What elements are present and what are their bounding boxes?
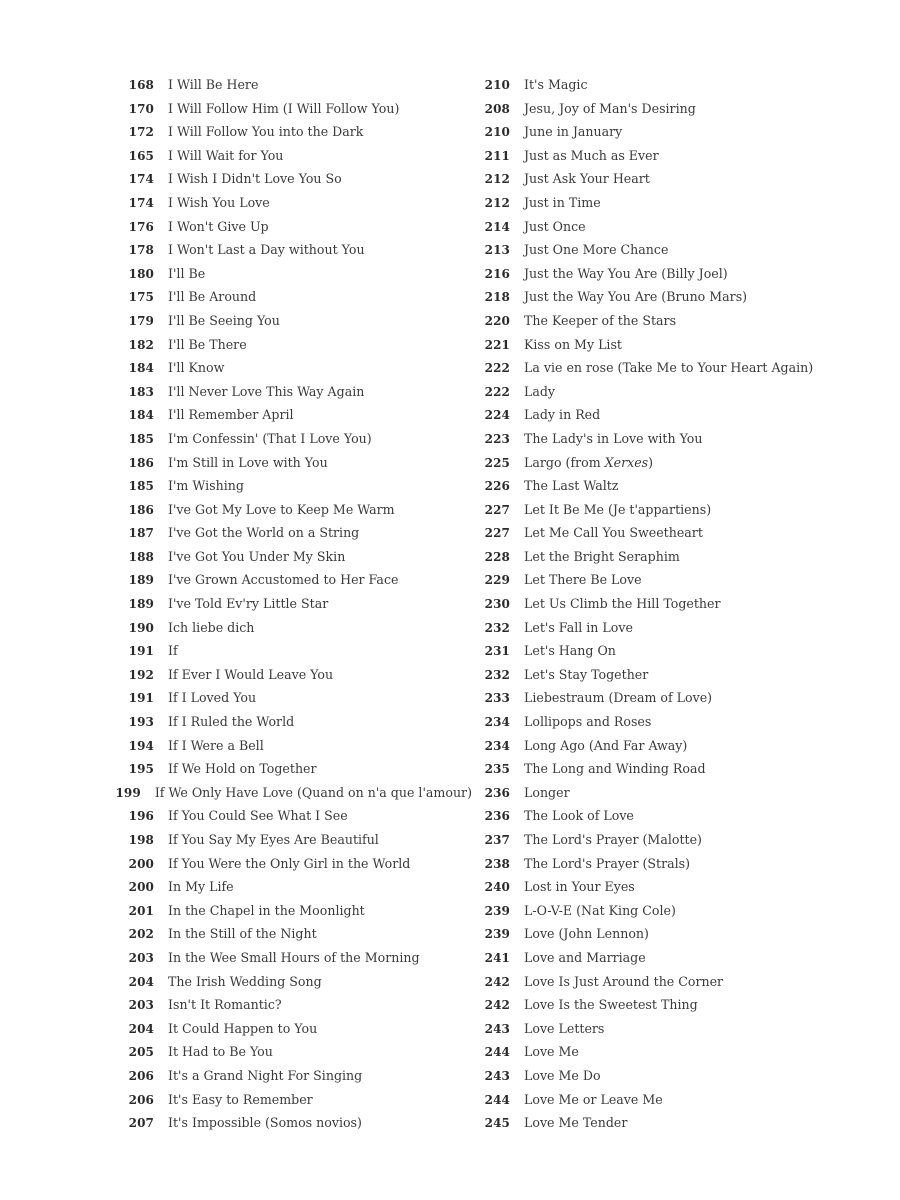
song-title: Love Me (524, 1044, 579, 1060)
song-title: Isn't It Romantic? (168, 997, 282, 1013)
song-title: I'm Wishing (168, 478, 244, 494)
page-number: 192 (128, 667, 154, 682)
page-number: 240 (484, 880, 510, 895)
index-entry (112, 1111, 472, 1135)
index-entry (468, 356, 868, 380)
index-entry (468, 734, 868, 758)
song-title: Love Is Just Around the Corner (524, 973, 724, 989)
song-title: The Look of Love (524, 808, 634, 824)
song-title: Let's Fall in Love (524, 619, 633, 635)
page-number: 227 (484, 502, 510, 517)
song-title: In My Life (168, 879, 234, 895)
page-number: 201 (128, 903, 154, 918)
song-title: In the Chapel in the Moonlight (168, 902, 365, 918)
page-number: 206 (128, 1068, 154, 1083)
song-title: Just the Way You Are (Bruno Mars) (524, 289, 748, 305)
song-title: Love Me Tender (524, 1115, 628, 1131)
song-title: I'll Know (168, 360, 225, 376)
page-number: 195 (128, 762, 154, 777)
index-entry (112, 73, 472, 97)
index-entry (112, 474, 472, 498)
index-entry (468, 380, 868, 404)
page-number: 243 (484, 1021, 510, 1036)
index-entry (468, 333, 868, 357)
index-entry (468, 1088, 868, 1112)
song-title: Just Once (524, 218, 586, 234)
index-entry (112, 663, 472, 687)
index-entry (112, 592, 472, 616)
song-title: It's Impossible (Somos novios) (168, 1115, 362, 1131)
song-title: The Last Waltz (524, 478, 619, 494)
page-number: 239 (484, 903, 510, 918)
song-title: I Will Follow You into the Dark (168, 124, 364, 140)
song-title: Let the Bright Seraphim (524, 548, 680, 564)
song-title: It's Easy to Remember (168, 1091, 313, 1107)
song-title: If I Were a Bell (168, 737, 264, 753)
page-number: 234 (484, 738, 510, 753)
song-title: I Won't Last a Day without You (168, 242, 365, 258)
song-title: I've Got the World on a String (168, 525, 360, 541)
song-title: If You Say My Eyes Are Beautiful (168, 832, 379, 847)
index-entry (112, 1088, 472, 1112)
page-number: 242 (484, 974, 510, 989)
index-entry (468, 451, 868, 475)
index-entry (468, 498, 868, 522)
song-title: Kiss on My List (524, 336, 622, 352)
song-title: Let Us Climb the Hill Together (524, 596, 721, 612)
song-title: If I Ruled the World (168, 714, 295, 730)
song-title: I've Got My Love to Keep Me Warm (168, 501, 395, 517)
page-number: 182 (128, 337, 154, 352)
song-title: If You Could See What I See (168, 808, 348, 824)
index-entry (112, 1017, 472, 1041)
index-entry (468, 1111, 868, 1135)
page-number: 183 (128, 384, 154, 399)
index-entry (112, 946, 472, 970)
song-title: Liebestraum (Dream of Love) (524, 690, 713, 706)
index-entry (468, 545, 868, 569)
page-number: 191 (128, 691, 154, 706)
index-entry (112, 191, 472, 215)
page-number: 210 (484, 125, 510, 140)
page-number: 244 (484, 1045, 510, 1060)
index-entry (112, 451, 472, 475)
page-number: 226 (484, 479, 510, 494)
song-title-suffix: ) (648, 454, 654, 470)
index-entry (112, 616, 472, 640)
page-number: 187 (128, 526, 154, 541)
song-title: Lady (524, 383, 556, 399)
song-title: I've Got You Under My Skin (168, 548, 346, 564)
song-title: I Will Be Here (168, 77, 259, 92)
song-title: I Will Wait for You (168, 147, 284, 163)
page-number: 190 (128, 620, 154, 635)
index-entry (468, 474, 868, 498)
song-title: I'll Never Love This Way Again (168, 383, 365, 399)
index-entry (112, 333, 472, 357)
song-title: Just as Much as Ever (524, 147, 659, 163)
page-number: 235 (484, 762, 510, 777)
index-entry (112, 970, 472, 994)
index-entry (112, 380, 472, 404)
song-title: Just in Time (524, 194, 601, 210)
page-number: 206 (128, 1092, 154, 1107)
index-entry (112, 686, 472, 710)
page-number: 170 (128, 101, 154, 116)
song-title: The Keeper of the Stars (524, 312, 677, 328)
page-number: 241 (484, 950, 510, 965)
index-entry (468, 262, 868, 286)
index-entry (112, 757, 472, 781)
song-title: Let's Hang On (524, 643, 616, 659)
page-number: 207 (128, 1116, 154, 1131)
page-number: 203 (128, 998, 154, 1013)
song-title: Longer (524, 784, 570, 800)
page-number: 225 (484, 455, 510, 470)
song-title: I'll Be Around (168, 289, 257, 305)
song-title: It Had to Be You (168, 1044, 273, 1060)
index-entry (112, 120, 472, 144)
song-title: Ich liebe dich (168, 619, 255, 635)
index-entry (468, 120, 868, 144)
index-entry (468, 238, 868, 262)
index-entry (112, 238, 472, 262)
page-number: 237 (484, 833, 510, 847)
page-number: 198 (128, 833, 154, 847)
song-title: Just One More Chance (524, 242, 669, 258)
song-title-text: Largo (from (524, 454, 605, 470)
page-number: 239 (484, 927, 510, 942)
index-entry (468, 922, 868, 946)
page-number: 174 (128, 195, 154, 210)
page-number: 199 (115, 785, 141, 800)
index-entry (468, 1017, 868, 1041)
index-entry (468, 403, 868, 427)
song-title: I Won't Give Up (168, 218, 269, 234)
index-entry (468, 946, 868, 970)
page-number: 233 (484, 691, 510, 706)
song-title: I'm Still in Love with You (168, 454, 328, 470)
page-number: 185 (128, 431, 154, 446)
song-title: Love (John Lennon) (524, 926, 649, 942)
page-number: 165 (128, 148, 154, 163)
index-entry (468, 1064, 868, 1088)
song-title: The Irish Wedding Song (168, 973, 322, 989)
song-title: Long Ago (And Far Away) (524, 737, 688, 753)
index-entry (468, 993, 868, 1017)
index-entry (468, 309, 868, 333)
song-title: I'll Be (168, 265, 206, 281)
index-entry (468, 710, 868, 734)
song-title: The Lady's in Love with You (524, 430, 703, 446)
index-entry (112, 710, 472, 734)
page-number: 234 (484, 715, 510, 730)
index-entry (112, 1040, 472, 1064)
index-entry (112, 828, 472, 852)
left-index-column (112, 73, 472, 1135)
index-entry (112, 167, 472, 191)
index-entry (112, 639, 472, 663)
song-title: Just the Way You Are (Billy Joel) (524, 265, 728, 281)
page-number: 221 (484, 337, 510, 352)
page-number: 200 (128, 856, 154, 871)
song-title: I'll Remember April (168, 407, 294, 423)
song-title: Love Me or Leave Me (524, 1091, 663, 1107)
index-entry (468, 191, 868, 215)
index-entry (468, 852, 868, 876)
song-title: Just Ask Your Heart (524, 171, 650, 187)
index-entry (112, 922, 472, 946)
song-title: Let There Be Love (524, 572, 642, 588)
page-number: 231 (484, 644, 510, 659)
index-entry (468, 167, 868, 191)
page-number: 227 (484, 526, 510, 541)
index-entry (468, 285, 868, 309)
song-title: I've Grown Accustomed to Her Face (168, 572, 399, 588)
song-title (524, 451, 653, 475)
index-entry (112, 262, 472, 286)
page-number: 245 (484, 1116, 510, 1131)
index-entry (468, 616, 868, 640)
song-title: Love Me Do (524, 1067, 601, 1083)
page-number: 172 (128, 125, 154, 140)
song-title: Lollipops and Roses (524, 714, 652, 730)
index-entry (112, 899, 472, 923)
index-entry (468, 781, 868, 805)
page-number: 216 (484, 266, 510, 281)
index-entry (112, 734, 472, 758)
page-number: 188 (128, 549, 154, 564)
index-entry (468, 828, 868, 852)
song-title: If Ever I Would Leave You (168, 666, 334, 682)
song-title: If We Hold on Together (168, 761, 317, 777)
page-number: 196 (128, 809, 154, 824)
index-entry (468, 427, 868, 451)
song-title: I'm Confessin' (That I Love You) (168, 430, 372, 446)
song-title: If We Only Have Love (Quand on n'a que l'amour) (154, 784, 472, 800)
page-number: 200 (128, 880, 154, 895)
song-title: I'll Be Seeing You (168, 312, 280, 328)
index-entry (112, 309, 472, 333)
page-number: 203 (128, 950, 154, 965)
page-number: 220 (484, 313, 510, 328)
index-entry (468, 592, 868, 616)
page-number: 186 (128, 455, 154, 470)
page-number: 236 (484, 785, 510, 800)
page-number: 229 (484, 573, 510, 588)
song-title: I Will Follow Him (I Will Follow You) (168, 100, 400, 116)
page-number: 176 (128, 219, 154, 234)
song-title: The Lord's Prayer (Strals) (524, 855, 691, 871)
song-title: Love Letters (524, 1020, 605, 1036)
index-entry (112, 285, 472, 309)
page-number: 230 (484, 597, 510, 612)
page-number: 168 (128, 78, 154, 92)
page-number: 191 (128, 644, 154, 659)
page-number: 242 (484, 998, 510, 1013)
index-entry (468, 804, 868, 828)
index-entry (468, 875, 868, 899)
index-entry (112, 215, 472, 239)
song-title: The Long and Winding Road (524, 761, 706, 777)
song-title: It's Magic (524, 77, 588, 92)
index-entry (468, 144, 868, 168)
song-title: Let Me Call You Sweetheart (524, 525, 703, 541)
index-entry (112, 781, 472, 805)
index-entry (468, 97, 868, 121)
page-number: 223 (484, 431, 510, 446)
index-entry (468, 639, 868, 663)
page-number: 213 (484, 243, 510, 258)
index-entry (468, 663, 868, 687)
page-number: 186 (128, 502, 154, 517)
page-number: 184 (128, 361, 154, 376)
song-title: It Could Happen to You (168, 1020, 318, 1036)
index-entry (112, 568, 472, 592)
page-number: 180 (128, 266, 154, 281)
song-title: If (168, 643, 178, 659)
song-title: La vie en rose (Take Me to Your Heart Again) (524, 360, 814, 376)
index-entry (112, 545, 472, 569)
page-number: 208 (484, 101, 510, 116)
index-entry (112, 498, 472, 522)
song-title: Love Is the Sweetest Thing (524, 997, 698, 1013)
song-title: If I Loved You (168, 690, 257, 706)
song-title: L-O-V-E (Nat King Cole) (524, 902, 676, 918)
page-number: 189 (128, 597, 154, 612)
index-entry (468, 521, 868, 545)
index-entry (112, 403, 472, 427)
page-number: 179 (128, 313, 154, 328)
index-entry (468, 1040, 868, 1064)
song-title: I've Told Ev'ry Little Star (168, 596, 329, 612)
song-title: Love and Marriage (524, 949, 646, 965)
song-title: June in January (524, 124, 623, 140)
index-entry (112, 804, 472, 828)
page-number: 232 (484, 620, 510, 635)
page-number: 210 (484, 78, 510, 92)
index-entry (468, 970, 868, 994)
song-title: I'll Be There (168, 336, 247, 352)
song-title: The Lord's Prayer (Malotte) (524, 832, 702, 847)
page-number: 212 (484, 195, 510, 210)
index-entry (112, 1064, 472, 1088)
page-number: 244 (484, 1092, 510, 1107)
page-number: 224 (484, 408, 510, 423)
index-entry (468, 215, 868, 239)
index-entry (468, 899, 868, 923)
index-entry (112, 97, 472, 121)
page-number: 243 (484, 1068, 510, 1083)
right-index-column (468, 73, 868, 1135)
page-number: 193 (128, 715, 154, 730)
song-title: Lost in Your Eyes (524, 879, 635, 895)
page-number: 238 (484, 856, 510, 871)
song-title: If You Were the Only Girl in the World (168, 855, 411, 871)
page-number: 202 (128, 927, 154, 942)
song-title: Let It Be Me (Je t'appartiens) (524, 501, 712, 517)
page-number: 175 (128, 290, 154, 305)
page-number: 205 (128, 1045, 154, 1060)
song-title: Jesu, Joy of Man's Desiring (524, 100, 696, 116)
index-entry (112, 993, 472, 1017)
page-number: 212 (484, 172, 510, 187)
page-number: 232 (484, 667, 510, 682)
page-number: 204 (128, 974, 154, 989)
index-entry (468, 73, 868, 97)
index-entry (112, 521, 472, 545)
page-number: 194 (128, 738, 154, 753)
page-number: 218 (484, 290, 510, 305)
song-title: Lady in Red (524, 407, 601, 423)
index-entry (468, 568, 868, 592)
index-entry (112, 356, 472, 380)
page-number: 174 (128, 172, 154, 187)
page-number: 222 (484, 361, 510, 376)
index-entry (112, 852, 472, 876)
page-number: 204 (128, 1021, 154, 1036)
page-number: 189 (128, 573, 154, 588)
song-title: In the Wee Small Hours of the Morning (168, 949, 420, 965)
page-number: 185 (128, 479, 154, 494)
song-title: In the Still of the Night (168, 926, 317, 942)
page-number: 222 (484, 384, 510, 399)
index-entry (468, 686, 868, 710)
song-title: It's a Grand Night For Singing (168, 1067, 363, 1083)
index-entry (112, 875, 472, 899)
song-title: I Wish I Didn't Love You So (168, 171, 342, 187)
page-number: 211 (484, 148, 510, 163)
page-number: 228 (484, 549, 510, 564)
page-number: 214 (484, 219, 510, 234)
index-entry (112, 144, 472, 168)
page-number: 178 (128, 243, 154, 258)
page-number: 184 (128, 408, 154, 423)
page-number: 236 (484, 809, 510, 824)
index-entry (112, 427, 472, 451)
song-title: Let's Stay Together (524, 666, 649, 682)
song-title-italic: Xerxes (604, 454, 649, 470)
index-entry (468, 757, 868, 781)
song-title: I Wish You Love (168, 194, 270, 210)
